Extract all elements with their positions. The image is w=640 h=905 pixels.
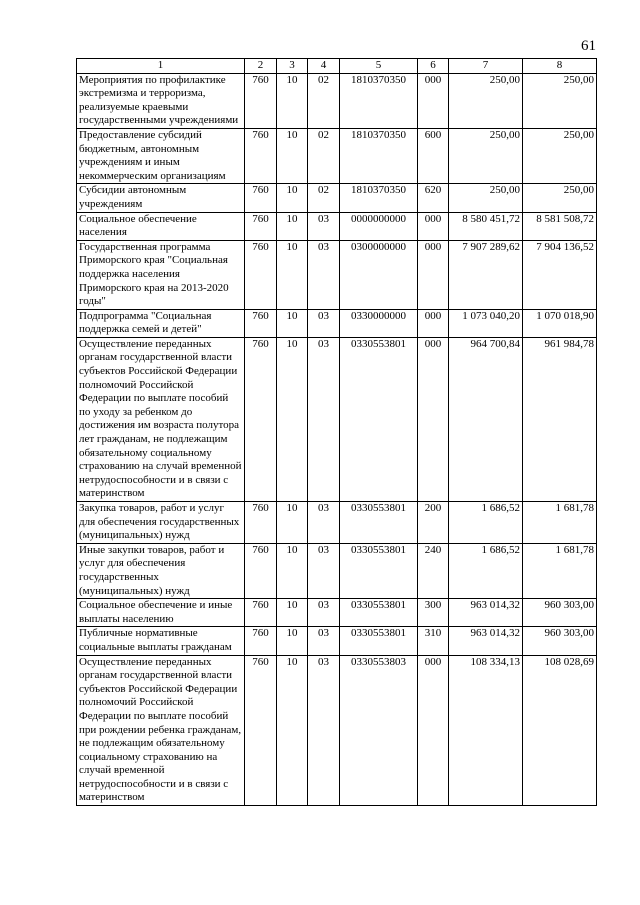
subsection-cell: 02 — [308, 73, 340, 128]
table-row — [77, 128, 597, 183]
code-cell: 760 — [245, 184, 277, 212]
expense-type-cell: 000 — [418, 240, 449, 309]
amount-year1-cell: 8 580 451,72 — [449, 212, 523, 240]
column-header: 5 — [340, 59, 418, 74]
code-cell: 760 — [245, 240, 277, 309]
expense-type-cell: 000 — [418, 212, 449, 240]
amount-year1-cell: 963 014,32 — [449, 627, 523, 655]
subsection-cell: 03 — [308, 599, 340, 627]
header-row — [77, 59, 597, 74]
row-name-cell: Субсидии автономным учреждениям — [77, 184, 245, 212]
target-article-cell: 0330553801 — [340, 599, 418, 627]
expense-type-cell: 240 — [418, 543, 449, 598]
table-row — [77, 240, 597, 309]
expense-type-cell: 620 — [418, 184, 449, 212]
section-cell: 10 — [277, 599, 308, 627]
amount-year2-cell: 1 681,78 — [523, 502, 597, 544]
row-name-cell: Мероприятия по профилактике экстремизма и терроризма, реализуемые краевыми государственными учреждениями — [77, 73, 245, 128]
target-article-cell: 1810370350 — [340, 73, 418, 128]
row-name-cell: Иные закупки товаров, работ и услуг для обеспечения государственных (муниципальных) нужд — [77, 543, 245, 598]
amount-year1-cell: 250,00 — [449, 73, 523, 128]
expense-type-cell: 000 — [418, 73, 449, 128]
column-header: 6 — [418, 59, 449, 74]
amount-year2-cell: 7 904 136,52 — [523, 240, 597, 309]
code-cell: 760 — [245, 655, 277, 806]
expense-type-cell: 300 — [418, 599, 449, 627]
amount-year2-cell: 1 070 018,90 — [523, 309, 597, 337]
table-row — [77, 337, 597, 501]
section-cell: 10 — [277, 128, 308, 183]
amount-year2-cell: 961 984,78 — [523, 337, 597, 501]
row-name-cell: Социальное обеспечение и иные выплаты населению — [77, 599, 245, 627]
target-article-cell: 0330000000 — [340, 309, 418, 337]
column-header: 2 — [245, 59, 277, 74]
amount-year2-cell: 250,00 — [523, 184, 597, 212]
target-article-cell: 0300000000 — [340, 240, 418, 309]
amount-year1-cell: 250,00 — [449, 128, 523, 183]
code-cell: 760 — [245, 337, 277, 501]
table-row — [77, 73, 597, 128]
row-name-cell: Осуществление переданных органам государственной власти субъектов Российской Федерации полномочий Российской Федерации по выплате пособий при рождении ребенка гражданам, не подлежащим обязательному социальному страхованию на случай временной нетрудоспособности и в связи с материнством — [77, 655, 245, 806]
amount-year1-cell: 964 700,84 — [449, 337, 523, 501]
target-article-cell: 0330553801 — [340, 502, 418, 544]
amount-year1-cell: 1 073 040,20 — [449, 309, 523, 337]
budget-table — [76, 58, 597, 806]
table-row — [77, 627, 597, 655]
target-article-cell: 0330553801 — [340, 627, 418, 655]
amount-year1-cell: 963 014,32 — [449, 599, 523, 627]
amount-year2-cell: 960 303,00 — [523, 627, 597, 655]
table-row — [77, 655, 597, 806]
column-header: 4 — [308, 59, 340, 74]
section-cell: 10 — [277, 240, 308, 309]
expense-type-cell: 310 — [418, 627, 449, 655]
expense-type-cell: 200 — [418, 502, 449, 544]
section-cell: 10 — [277, 337, 308, 501]
row-name-cell: Осуществление переданных органам государственной власти субъектов Российской Федерации полномочий Российской Федерации по выплате пособий по уходу за ребенком до достижения им возраста полутора лет гражданам, не подлежащим обязательному социальному страхованию на случай временной нетрудоспособности и в связи с материнством — [77, 337, 245, 501]
table-row — [77, 309, 597, 337]
subsection-cell: 03 — [308, 337, 340, 501]
section-cell: 10 — [277, 73, 308, 128]
amount-year1-cell: 1 686,52 — [449, 502, 523, 544]
subsection-cell: 03 — [308, 309, 340, 337]
target-article-cell: 0330553801 — [340, 337, 418, 501]
code-cell: 760 — [245, 128, 277, 183]
row-name-cell: Подпрограмма "Социальная поддержка семей и детей" — [77, 309, 245, 337]
target-article-cell: 1810370350 — [340, 184, 418, 212]
subsection-cell: 02 — [308, 184, 340, 212]
section-cell: 10 — [277, 309, 308, 337]
subsection-cell: 03 — [308, 240, 340, 309]
code-cell: 760 — [245, 309, 277, 337]
section-cell: 10 — [277, 655, 308, 806]
amount-year1-cell: 250,00 — [449, 184, 523, 212]
table-row — [77, 184, 597, 212]
amount-year2-cell: 250,00 — [523, 128, 597, 183]
target-article-cell: 1810370350 — [340, 128, 418, 183]
amount-year2-cell: 108 028,69 — [523, 655, 597, 806]
row-name-cell: Предоставление субсидий бюджетным, автономным учреждениям и иным некоммерческим организациям — [77, 128, 245, 183]
amount-year2-cell: 1 681,78 — [523, 543, 597, 598]
subsection-cell: 03 — [308, 543, 340, 598]
table-row — [77, 543, 597, 598]
section-cell: 10 — [277, 543, 308, 598]
expense-type-cell: 000 — [418, 337, 449, 501]
row-name-cell: Социальное обеспечение населения — [77, 212, 245, 240]
code-cell: 760 — [245, 599, 277, 627]
column-header: 3 — [277, 59, 308, 74]
subsection-cell: 03 — [308, 627, 340, 655]
code-cell: 760 — [245, 212, 277, 240]
column-header: 8 — [523, 59, 597, 74]
expense-type-cell: 600 — [418, 128, 449, 183]
expense-type-cell: 000 — [418, 309, 449, 337]
row-name-cell: Публичные нормативные социальные выплаты гражданам — [77, 627, 245, 655]
table-row — [77, 599, 597, 627]
row-name-cell: Государственная программа Приморского края "Социальная поддержка населения Приморского края на 2013-2020 годы" — [77, 240, 245, 309]
subsection-cell: 02 — [308, 128, 340, 183]
amount-year1-cell: 7 907 289,62 — [449, 240, 523, 309]
section-cell: 10 — [277, 184, 308, 212]
code-cell: 760 — [245, 73, 277, 128]
subsection-cell: 03 — [308, 502, 340, 544]
table-row — [77, 502, 597, 544]
section-cell: 10 — [277, 212, 308, 240]
section-cell: 10 — [277, 502, 308, 544]
section-cell: 10 — [277, 627, 308, 655]
table-row — [77, 212, 597, 240]
target-article-cell: 0330553801 — [340, 543, 418, 598]
amount-year1-cell: 108 334,13 — [449, 655, 523, 806]
code-cell: 760 — [245, 627, 277, 655]
subsection-cell: 03 — [308, 212, 340, 240]
code-cell: 760 — [245, 502, 277, 544]
column-header: 7 — [449, 59, 523, 74]
amount-year2-cell: 8 581 508,72 — [523, 212, 597, 240]
amount-year2-cell: 960 303,00 — [523, 599, 597, 627]
code-cell: 760 — [245, 543, 277, 598]
subsection-cell: 03 — [308, 655, 340, 806]
amount-year1-cell: 1 686,52 — [449, 543, 523, 598]
row-name-cell: Закупка товаров, работ и услуг для обеспечения государственных (муниципальных) нужд — [77, 502, 245, 544]
target-article-cell: 0000000000 — [340, 212, 418, 240]
expense-type-cell: 000 — [418, 655, 449, 806]
page-number: 61 — [581, 38, 596, 54]
amount-year2-cell: 250,00 — [523, 73, 597, 128]
column-header: 1 — [77, 59, 245, 74]
target-article-cell: 0330553803 — [340, 655, 418, 806]
